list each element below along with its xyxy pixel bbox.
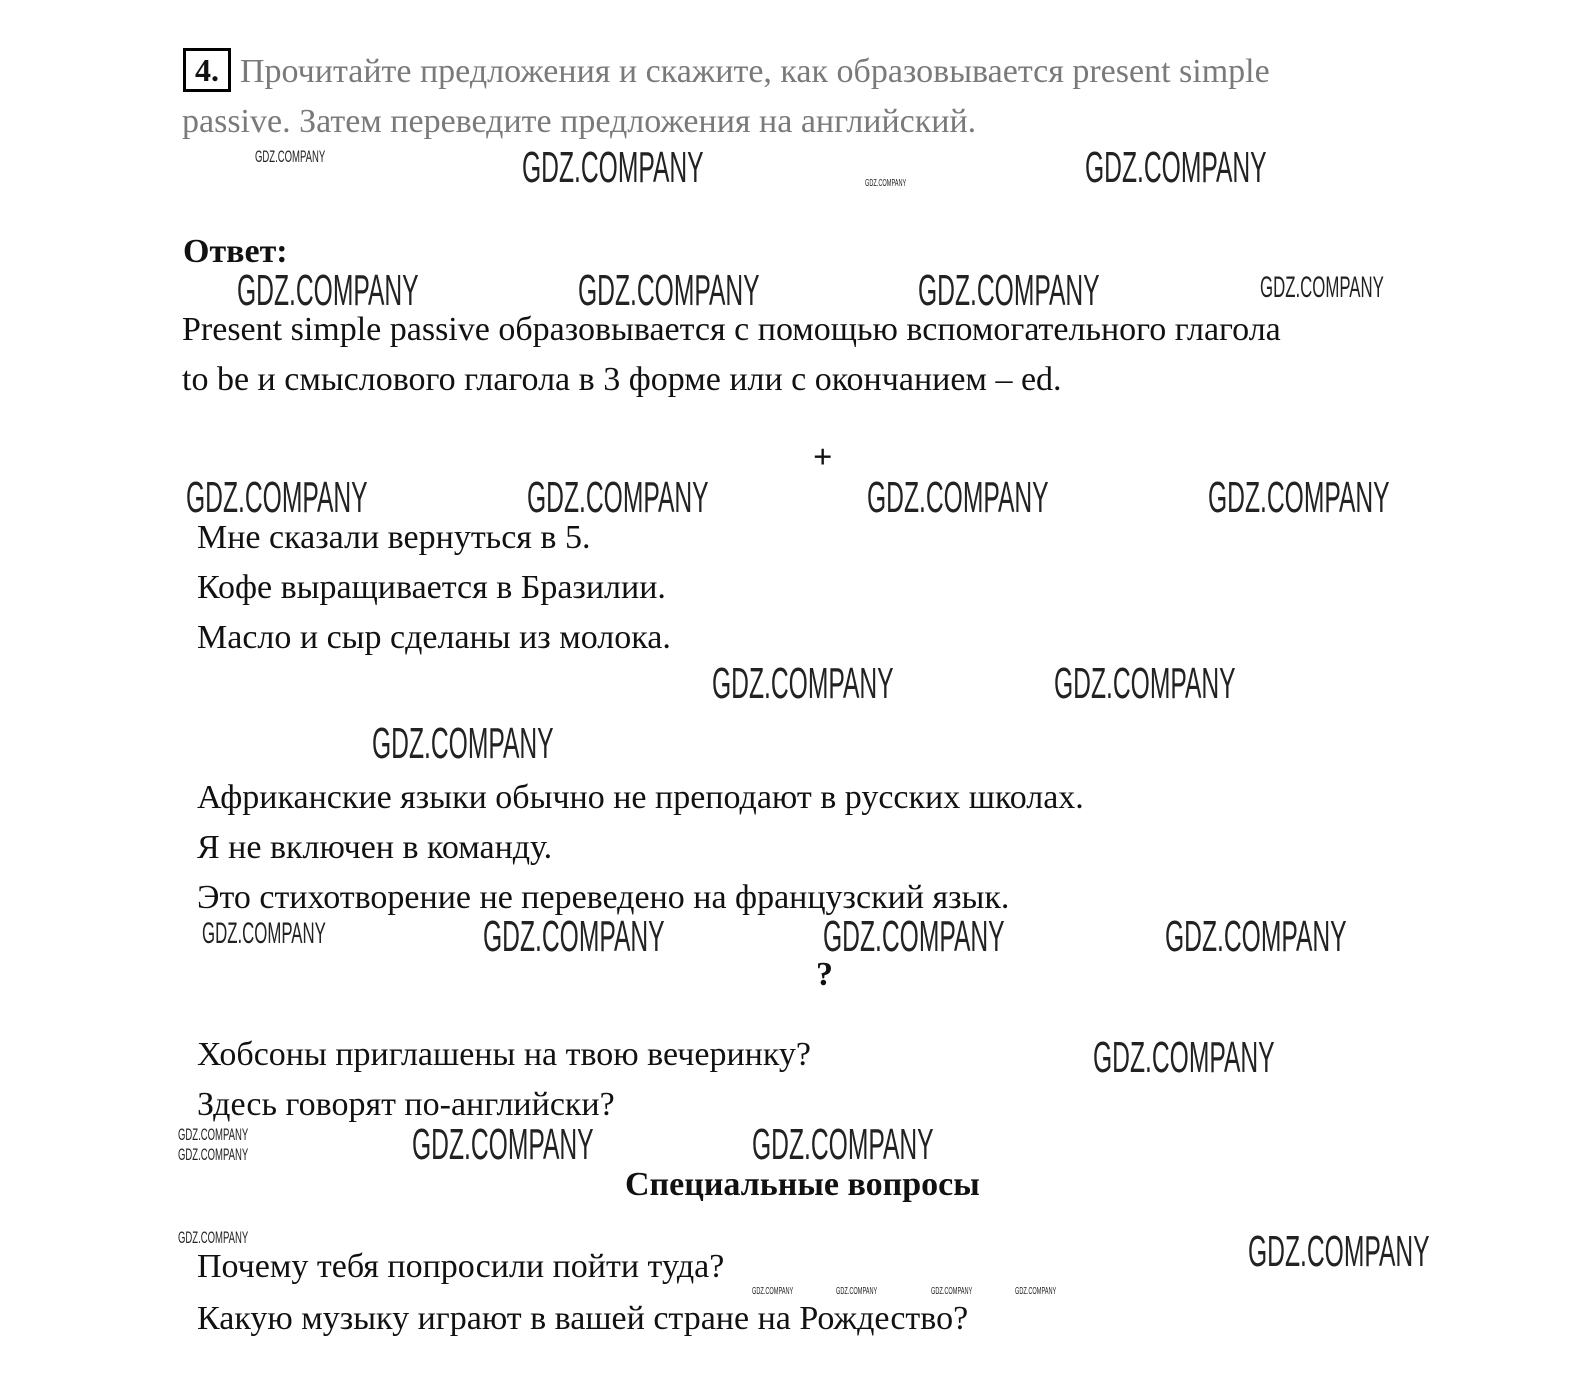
watermark: GDZ.COMPANY — [255, 147, 326, 166]
special-questions-heading: Специальные вопросы — [625, 1166, 980, 1203]
sentence: Масло и сыр сделаны из молока. — [197, 619, 671, 656]
watermark: GDZ.COMPANY — [836, 1286, 878, 1297]
answer-paragraph-line1: Present simple passive образовывается с помощью вспомогательного глагола — [182, 311, 1281, 348]
answer-paragraph-line2: to be и смыслового глагола в 3 форме или с окончанием – ed. — [182, 361, 1062, 398]
watermark: GDZ.COMPANY — [752, 1120, 934, 1169]
watermark: GDZ.COMPANY — [178, 1125, 249, 1144]
watermark: GDZ.COMPANY — [1054, 659, 1236, 708]
watermark: GDZ.COMPANY — [1085, 143, 1267, 192]
watermark: GDZ.COMPANY — [527, 473, 709, 522]
watermark: GDZ.COMPANY — [1093, 1033, 1275, 1082]
watermark: GDZ.COMPANY — [931, 1286, 973, 1297]
watermark: GDZ.COMPANY — [823, 912, 1005, 961]
affirmative-symbol: + — [813, 439, 833, 476]
watermark: GDZ.COMPANY — [865, 178, 907, 189]
sentence: Мне сказали вернуться в 5. — [197, 519, 591, 556]
sentence: Африканские языки обычно не преподают в русских школах. — [197, 779, 1084, 816]
sentence: Почему тебя попросили пойти туда? — [197, 1248, 725, 1285]
watermark: GDZ.COMPANY — [578, 266, 760, 315]
watermark: GDZ.COMPANY — [178, 1228, 249, 1247]
sentence: Это стихотворение не переведено на французский язык. — [197, 879, 1010, 916]
sentence: Я не включен в команду. — [197, 829, 553, 866]
watermark: GDZ.COMPANY — [186, 473, 368, 522]
watermark: GDZ.COMPANY — [712, 659, 894, 708]
task-instruction-line1: Прочитайте предложения и скажите, как образовывается present simple — [240, 53, 1270, 90]
watermark: GDZ.COMPANY — [483, 912, 665, 961]
watermark: GDZ.COMPANY — [918, 266, 1100, 315]
sentence: Хобсоны приглашены на твою вечеринку? — [197, 1036, 811, 1073]
watermark: GDZ.COMPANY — [412, 1120, 594, 1169]
watermark: GDZ.COMPANY — [1165, 912, 1347, 961]
watermark: GDZ.COMPANY — [237, 266, 419, 315]
answer-heading: Ответ: — [183, 233, 288, 270]
watermark: GDZ.COMPANY — [522, 143, 704, 192]
sentence: Здесь говорят по-английски? — [197, 1086, 615, 1123]
watermark: GDZ.COMPANY — [372, 719, 554, 768]
watermark: GDZ.COMPANY — [202, 917, 326, 950]
watermark: GDZ.COMPANY — [1260, 271, 1384, 304]
watermark: GDZ.COMPANY — [867, 473, 1049, 522]
sentence: Какую музыку играют в вашей стране на Рождество? — [197, 1300, 969, 1337]
task-number-box: 4. — [183, 48, 231, 92]
task-instruction-line2: passive. Затем переведите предложения на английский. — [182, 103, 977, 140]
watermark: GDZ.COMPANY — [1208, 473, 1390, 522]
sentence: Кофе выращивается в Бразилии. — [197, 569, 666, 606]
watermark: GDZ.COMPANY — [178, 1145, 249, 1164]
watermark: GDZ.COMPANY — [1248, 1227, 1430, 1276]
question-symbol: ? — [816, 956, 833, 993]
watermark: GDZ.COMPANY — [1015, 1286, 1057, 1297]
watermark: GDZ.COMPANY — [752, 1286, 794, 1297]
